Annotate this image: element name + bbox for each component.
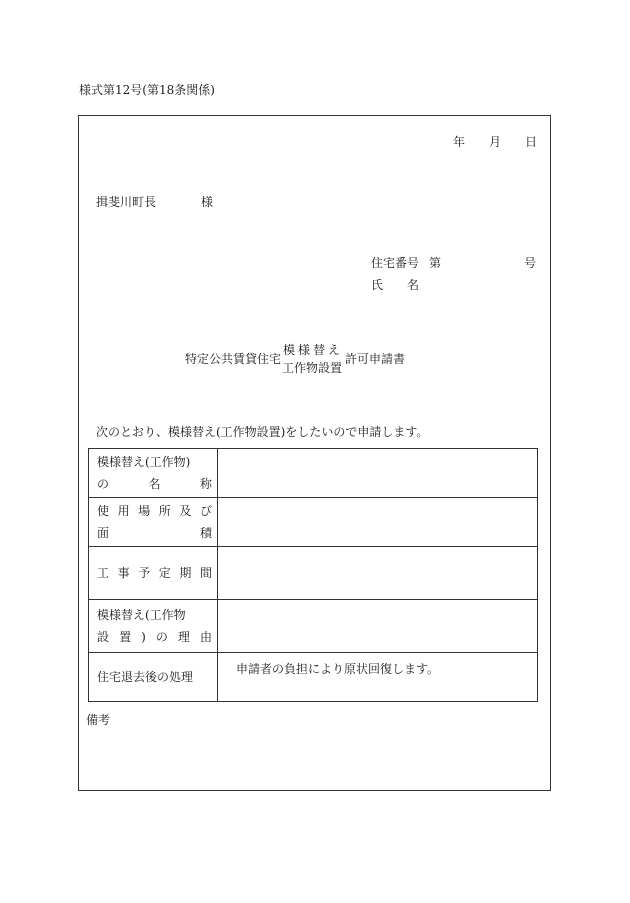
row-label-post-vacancy: [89, 653, 218, 702]
label-char: の: [155, 630, 168, 644]
row-label-modification-name: [89, 449, 218, 498]
applicant-address-prefix: 第: [429, 256, 442, 270]
label-char: 定: [158, 566, 171, 580]
form-number: 様式第12号(第18条関係): [79, 83, 215, 97]
intro-text: 次のとおり、模様替え(工作物設置)をしたいので申請します。: [96, 425, 429, 439]
table-row: [89, 449, 538, 498]
label-char: 理: [177, 630, 190, 644]
location-area-field[interactable]: [218, 498, 538, 547]
label-char: 名: [148, 477, 161, 491]
modification-name-field[interactable]: [218, 449, 538, 498]
construction-period-field[interactable]: [218, 547, 538, 600]
row-label-reason: [89, 600, 218, 653]
label-char: 設: [97, 630, 110, 644]
label-char: 工: [97, 566, 110, 580]
table-row: [89, 653, 538, 702]
label-char: 及: [179, 504, 192, 518]
row-label-line: 模様替え(工作物: [97, 608, 186, 622]
label-char: 期: [179, 566, 192, 580]
label-char: 用: [117, 504, 130, 518]
addressee-name: 揖斐川町長: [96, 195, 157, 209]
date-year-label: 年: [453, 135, 466, 149]
document-title-suffix: 許可申請書: [345, 352, 406, 366]
row-label-line: [97, 626, 212, 648]
date-day-label: 日: [525, 135, 538, 149]
label-char: 予: [138, 566, 151, 580]
applicant-name-label-1: 氏: [371, 278, 384, 292]
application-table: [88, 448, 538, 702]
row-label-line: 模様替え(工作物): [97, 455, 191, 469]
label-char: び: [199, 504, 212, 518]
row-label-line: 住宅退去後の処理: [97, 670, 194, 684]
label-char: ): [141, 630, 146, 644]
label-char: 面: [97, 526, 110, 540]
label-char: 置: [119, 630, 132, 644]
row-label-construction-period: [89, 547, 218, 600]
label-char: の: [97, 477, 110, 491]
label-char: 所: [158, 504, 171, 518]
post-vacancy-field[interactable]: [218, 653, 538, 702]
label-char: 事: [117, 566, 130, 580]
row-label-location-area: [89, 498, 218, 547]
row-label-line: [97, 500, 212, 522]
document-title-option-1: 模様替え: [283, 343, 344, 357]
reason-field[interactable]: [218, 600, 538, 653]
label-char: 間: [199, 566, 212, 580]
applicant-name-label-2: 名: [407, 278, 420, 292]
addressee-honorific: 様: [201, 195, 214, 209]
table-row: [89, 547, 538, 600]
row-label-line: [97, 522, 212, 544]
document-title-option-2: 工作物設置: [282, 361, 343, 375]
label-char: 称: [199, 477, 212, 491]
notes-label: 備考: [86, 713, 111, 727]
applicant-address-label: 住宅番号: [371, 256, 420, 270]
row-label-line: [97, 473, 212, 495]
document-title-prefix: 特定公共賃貸住宅: [185, 352, 282, 366]
table-row: [89, 600, 538, 653]
table-row: [89, 498, 538, 547]
label-char: 由: [199, 630, 212, 644]
label-char: 積: [199, 526, 212, 540]
row-label-line: [97, 562, 212, 584]
date-month-label: 月: [489, 135, 502, 149]
label-char: 場: [138, 504, 151, 518]
applicant-address-suffix: 号: [524, 256, 537, 270]
label-char: 使: [97, 504, 110, 518]
post-vacancy-value: 申請者の負担により原状回復します。: [236, 662, 440, 676]
